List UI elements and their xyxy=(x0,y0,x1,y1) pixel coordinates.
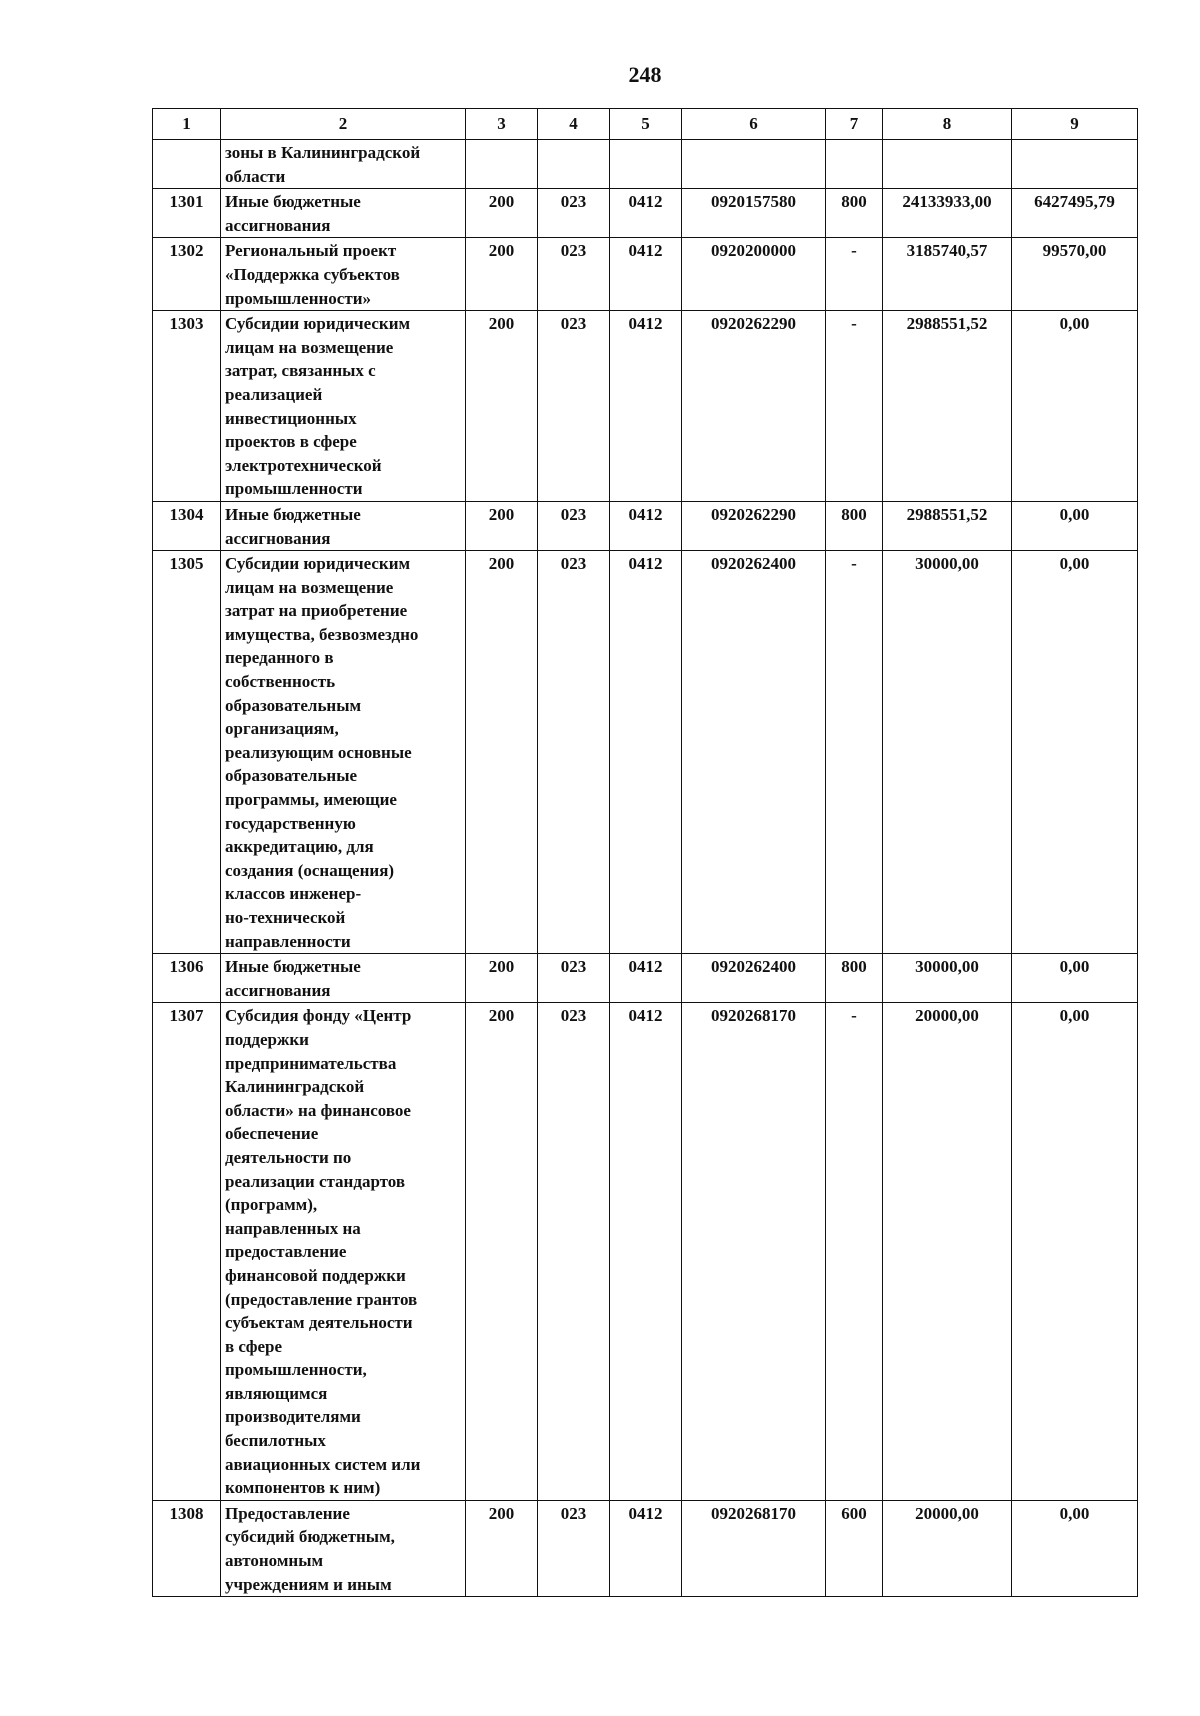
cell-col-7: 800 xyxy=(826,501,883,550)
cell-col-5: 0412 xyxy=(610,954,682,1003)
cell-col-9: 0,00 xyxy=(1012,311,1138,502)
row-name-line: Субсидии юридическим xyxy=(225,554,411,574)
row-number: 1301 xyxy=(153,189,221,238)
row-name-line: направленных на xyxy=(225,1218,361,1238)
row-name-line: собственность xyxy=(225,672,336,692)
row-name-line: затрат на приобретение xyxy=(225,601,408,621)
cell-col-6: 0920157580 xyxy=(682,189,826,238)
cell-col-9: 0,00 xyxy=(1012,1003,1138,1500)
cell-col-7 xyxy=(826,140,883,189)
cell-col-5 xyxy=(610,140,682,189)
row-number xyxy=(153,140,221,189)
cell-col-3 xyxy=(466,140,538,189)
cell-col-4: 023 xyxy=(538,954,610,1003)
cell-col-8: 2988551,52 xyxy=(883,501,1012,550)
table-row xyxy=(153,311,1138,502)
cell-col-8: 20000,00 xyxy=(883,1500,1012,1596)
row-number: 1302 xyxy=(153,238,221,311)
row-name-line: производителями xyxy=(225,1407,361,1427)
cell-col-6: 0920262400 xyxy=(682,551,826,954)
table-row xyxy=(153,954,1138,1003)
row-name xyxy=(221,551,466,954)
row-name-line: аккредитацию, для xyxy=(225,837,374,857)
cell-col-4: 023 xyxy=(538,238,610,311)
row-name-line: области xyxy=(225,166,286,186)
column-header-1: 1 xyxy=(153,109,221,140)
row-name-line: промышленности xyxy=(225,479,363,499)
cell-col-4: 023 xyxy=(538,1003,610,1500)
table-header xyxy=(153,109,1138,140)
row-name-line: реализации стандартов xyxy=(225,1171,406,1191)
cell-col-3: 200 xyxy=(466,189,538,238)
row-name-line: лицам на возмещение xyxy=(225,577,394,597)
cell-col-4 xyxy=(538,140,610,189)
table-row xyxy=(153,1500,1138,1596)
row-name-line: являющимся xyxy=(225,1383,328,1403)
cell-col-7: - xyxy=(826,551,883,954)
column-header-4: 4 xyxy=(538,109,610,140)
cell-col-7: 800 xyxy=(826,189,883,238)
row-name-line: Предоставление xyxy=(225,1503,350,1523)
cell-col-9: 0,00 xyxy=(1012,551,1138,954)
cell-col-4: 023 xyxy=(538,189,610,238)
cell-col-7: 600 xyxy=(826,1500,883,1596)
cell-col-5: 0412 xyxy=(610,238,682,311)
cell-col-7: - xyxy=(826,311,883,502)
row-name-line: образовательным xyxy=(225,695,362,715)
table-row xyxy=(153,1003,1138,1500)
cell-col-3: 200 xyxy=(466,311,538,502)
column-header-6: 6 xyxy=(682,109,826,140)
row-name-line: в сфере xyxy=(225,1336,283,1356)
row-name-line: Иные бюджетные xyxy=(225,192,361,212)
row-name-line: но-технической xyxy=(225,908,346,927)
column-header-9: 9 xyxy=(1012,109,1138,140)
row-name-line: автономным xyxy=(225,1551,324,1571)
row-name-line: инвестиционных xyxy=(225,408,357,428)
table-row xyxy=(153,551,1138,954)
column-header-2: 2 xyxy=(221,109,466,140)
row-name-line: Субсидии юридическим xyxy=(225,314,411,334)
row-number: 1304 xyxy=(153,501,221,550)
row-name xyxy=(221,238,466,311)
row-name-line: лицам на возмещение xyxy=(225,337,394,357)
cell-col-8: 24133933,00 xyxy=(883,189,1012,238)
column-header-5: 5 xyxy=(610,109,682,140)
row-name-line: имущества, безвозмездно xyxy=(225,624,419,644)
table-row xyxy=(153,189,1138,238)
table-row xyxy=(153,238,1138,311)
cell-col-6: 0920200000 xyxy=(682,238,826,311)
row-name-line: затрат, связанных с xyxy=(225,361,376,381)
cell-col-9: 0,00 xyxy=(1012,1500,1138,1596)
table-row xyxy=(153,140,1138,189)
cell-col-7: - xyxy=(826,1003,883,1500)
cell-col-5: 0412 xyxy=(610,501,682,550)
cell-col-9: 6427495,79 xyxy=(1012,189,1138,238)
row-name xyxy=(221,954,466,1003)
row-name-line: программы, имеющие xyxy=(225,790,397,810)
row-name-line: Иные бюджетные xyxy=(225,957,361,977)
cell-col-9: 0,00 xyxy=(1012,501,1138,550)
cell-col-3: 200 xyxy=(466,501,538,550)
cell-col-9: 0,00 xyxy=(1012,954,1138,1003)
row-number: 1308 xyxy=(153,1500,221,1596)
row-name-line: государственную xyxy=(225,813,356,833)
row-name-line: электротехнической xyxy=(225,455,382,475)
row-name xyxy=(221,1003,466,1500)
row-name-line: промышленности, xyxy=(225,1360,367,1380)
cell-col-8: 30000,00 xyxy=(883,954,1012,1003)
row-name-line: финансовой поддержки xyxy=(225,1265,406,1285)
row-name-line: организациям, xyxy=(225,719,339,739)
cell-col-3: 200 xyxy=(466,1003,538,1500)
row-name-line: учреждениям и иным xyxy=(225,1574,392,1594)
cell-col-4: 023 xyxy=(538,501,610,550)
row-name-line: ассигнования xyxy=(225,528,331,548)
row-name xyxy=(221,140,466,189)
cell-col-4: 023 xyxy=(538,311,610,502)
column-header-8: 8 xyxy=(883,109,1012,140)
row-name-line: (предоставление грантов xyxy=(225,1289,418,1309)
row-name-line: обеспечение xyxy=(225,1124,319,1144)
cell-col-3: 200 xyxy=(466,1500,538,1596)
cell-col-6: 0920262400 xyxy=(682,954,826,1003)
cell-col-9: 99570,00 xyxy=(1012,238,1138,311)
row-number: 1303 xyxy=(153,311,221,502)
row-name-line: области» на финансовое xyxy=(225,1100,411,1120)
row-name-line: поддержки xyxy=(225,1029,309,1049)
page-number: 248 xyxy=(628,62,662,87)
cell-col-6: 0920262290 xyxy=(682,311,826,502)
row-name-line: реализующим основные xyxy=(225,742,412,762)
cell-col-8: 20000,00 xyxy=(883,1003,1012,1500)
cell-col-6: 0920262290 xyxy=(682,501,826,550)
cell-col-3: 200 xyxy=(466,551,538,954)
cell-col-7: 800 xyxy=(826,954,883,1003)
table-row xyxy=(153,501,1138,550)
row-name-line: Иные бюджетные xyxy=(225,504,361,524)
row-name-line: переданного в xyxy=(225,648,334,668)
cell-col-8 xyxy=(883,140,1012,189)
row-number: 1305 xyxy=(153,551,221,954)
row-name-line: проектов в сфере xyxy=(225,432,357,452)
cell-col-6: 0920268170 xyxy=(682,1500,826,1596)
column-header-7: 7 xyxy=(826,109,883,140)
cell-col-6: 0920268170 xyxy=(682,1003,826,1500)
row-name-line: (программ), xyxy=(225,1195,318,1215)
row-name-line: предоставление xyxy=(225,1242,347,1262)
row-name-line: реализацией xyxy=(225,384,323,404)
row-name-line: субъектам деятельности xyxy=(225,1313,413,1333)
row-name-line: Региональный проект xyxy=(225,241,397,261)
row-number: 1307 xyxy=(153,1003,221,1500)
table-body xyxy=(153,140,1138,1597)
header-row xyxy=(153,109,1138,140)
cell-col-8: 2988551,52 xyxy=(883,311,1012,502)
row-name xyxy=(221,1500,466,1596)
row-name-line: классов инженер- xyxy=(225,884,362,904)
cell-col-5: 0412 xyxy=(610,311,682,502)
row-name xyxy=(221,311,466,502)
row-name-line: субсидий бюджетным, xyxy=(225,1527,395,1547)
cell-col-3: 200 xyxy=(466,954,538,1003)
column-header-3: 3 xyxy=(466,109,538,140)
cell-col-8: 30000,00 xyxy=(883,551,1012,954)
cell-col-5: 0412 xyxy=(610,1500,682,1596)
row-name-line: предпринимательства xyxy=(225,1053,397,1073)
cell-col-4: 023 xyxy=(538,551,610,954)
row-name-line: промышленности» xyxy=(225,288,371,308)
row-name-line: Калининградской xyxy=(225,1077,365,1097)
row-name-line: беспилотных xyxy=(225,1431,326,1451)
row-name-line: Субсидия фонду «Центр xyxy=(225,1006,412,1026)
cell-col-5: 0412 xyxy=(610,189,682,238)
row-name-line: ассигнования xyxy=(225,215,331,235)
row-name-line: деятельности по xyxy=(225,1147,352,1167)
cell-col-7: - xyxy=(826,238,883,311)
cell-col-5: 0412 xyxy=(610,1003,682,1500)
cell-col-3: 200 xyxy=(466,238,538,311)
row-name-line: компонентов к ним) xyxy=(225,1478,381,1498)
row-name-line: ассигнования xyxy=(225,980,331,1000)
budget-table xyxy=(152,108,1138,1597)
row-name-line: направленности xyxy=(225,931,351,951)
cell-col-6 xyxy=(682,140,826,189)
row-name-line: образовательные xyxy=(225,766,358,786)
cell-col-4: 023 xyxy=(538,1500,610,1596)
cell-col-8: 3185740,57 xyxy=(883,238,1012,311)
row-name xyxy=(221,501,466,550)
cell-col-9 xyxy=(1012,140,1138,189)
row-number: 1306 xyxy=(153,954,221,1003)
row-name xyxy=(221,189,466,238)
row-name-line: «Поддержка субъектов xyxy=(225,264,400,284)
row-name-line: зоны в Калининградской xyxy=(225,143,421,162)
row-name-line: создания (оснащения) xyxy=(225,860,395,880)
cell-col-5: 0412 xyxy=(610,551,682,954)
row-name-line: авиационных систем или xyxy=(225,1454,421,1474)
